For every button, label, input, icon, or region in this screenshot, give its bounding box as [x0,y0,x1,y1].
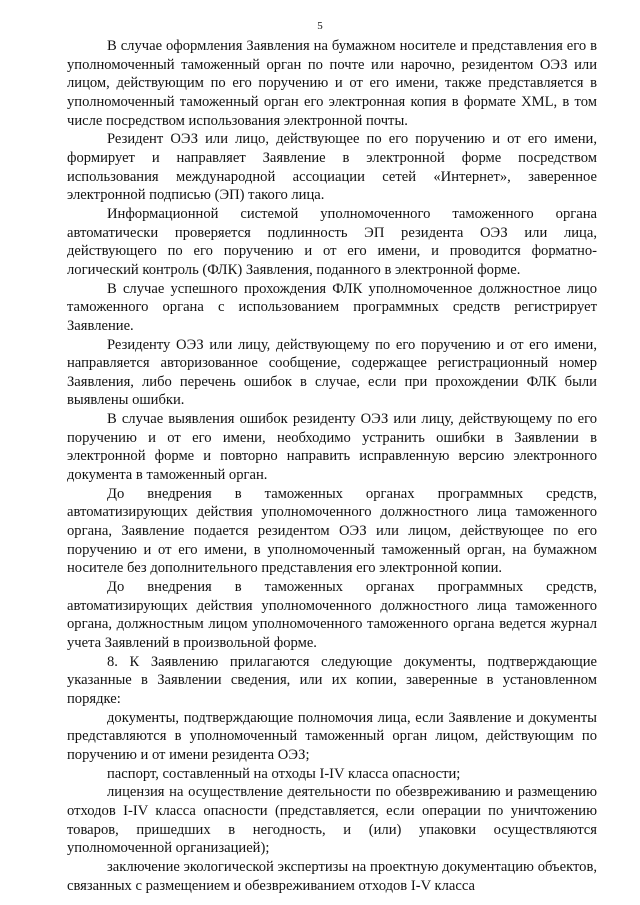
paragraph-paper-before-software: До внедрения в таможенных органах программных средств, автоматизирующих действия уполномоченного должностного лица таможенного органа, Заявление подается резидентом ОЭЗ или лицом, действующее по его поручению и от его имени, в уполномоченный таможенный орган, на бумажном носителе без дополнительного представления его электронной копии. [67,485,597,577]
paragraph-journal-before-software: До внедрения в таможенных органах программных средств, автоматизирующих действия уполномоченного должностного лица таможенного органа, должностным лицом уполномоченного таможенного органа ведется журнал учета Заявлений в произвольной форме. [67,579,597,651]
list-item-waste-passport: паспорт, составленный на отходы I-IV класса опасности; [107,765,461,782]
list-item-license: лицензия на осуществление деятельности по обезвреживанию и размещению отходов I-IV класса опасности (представляется, если операции по уничтожению товаров, пришедших в негодность, и (или) упаковки осуществляются уполномоченной организацией); [67,784,597,857]
paragraph-authorized-message: Резиденту ОЭЗ или лицу, действующему по его поручению и от его имени, направляется авторизованное сообщение, содержащее регистрационный номер Заявления, либо перечень ошибок в случае, если при прохождении ФЛК были выявлены ошибки. [67,336,597,409]
paragraph-paper-submission: В случае оформления Заявления на бумажном носителе и представления его в уполномоченный таможенный орган по почте или нарочно, резидентом ОЭЗ или лицом, действующим по его поручению и от его имени, также представляется в уполномоченный таможенный орган его электронная копия в формате XML, в том числе посредством использования электронной почты. [67,38,597,129]
list-item-authority-documents: документы, подтверждающие полномочия лица, если Заявление и документы представляются в уполномоченный таможенный орган лицом, действующим по поручению и от имени резидента ОЭЗ; [67,709,597,763]
paragraph-section-8: 8. К Заявлению прилагаются следующие документы, подтверждающие указанные в Заявлении сведения, или их копии, заверенные в установленном порядке: [67,653,597,707]
paragraph-registration: В случае успешного прохождения ФЛК уполномоченное должностное лицо таможенного органа с использованием программных средств регистрирует Заявление. [67,280,597,334]
document-body [67,37,597,895]
paragraph-electronic-submission: Резидент ОЭЗ или лицо, действующее по его поручению и от его имени, формирует и направляет Заявление в электронной форме посредством использования международной ассоциации сетей «Интернет», заверенное электронной подписью (ЭП) такого лица. [67,131,597,204]
page-number: 5 [317,20,323,32]
paragraph-error-correction: В случае выявления ошибок резиденту ОЭЗ или лицу, действующему по его поручению и от его имени, необходимо устранить ошибки в Заявлении в электронной форме и повторно направить исправленную версию электронного документа в таможенный орган. [67,411,597,484]
list-item-ecological-expertise: заключение экологической экспертизы на проектную документацию объектов, связанных с размещением и обезвреживанием отходов I-V класса [67,858,597,894]
paragraph-signature-verification: Информационной системой уполномоченного таможенного органа автоматически проверяется подлинность ЭП резидента ОЭЗ или лица, действующего по его поручению и от его имени, и проводится форматно-логический контроль (ФЛК) Заявления, поданного в электронной форме. [67,205,597,278]
